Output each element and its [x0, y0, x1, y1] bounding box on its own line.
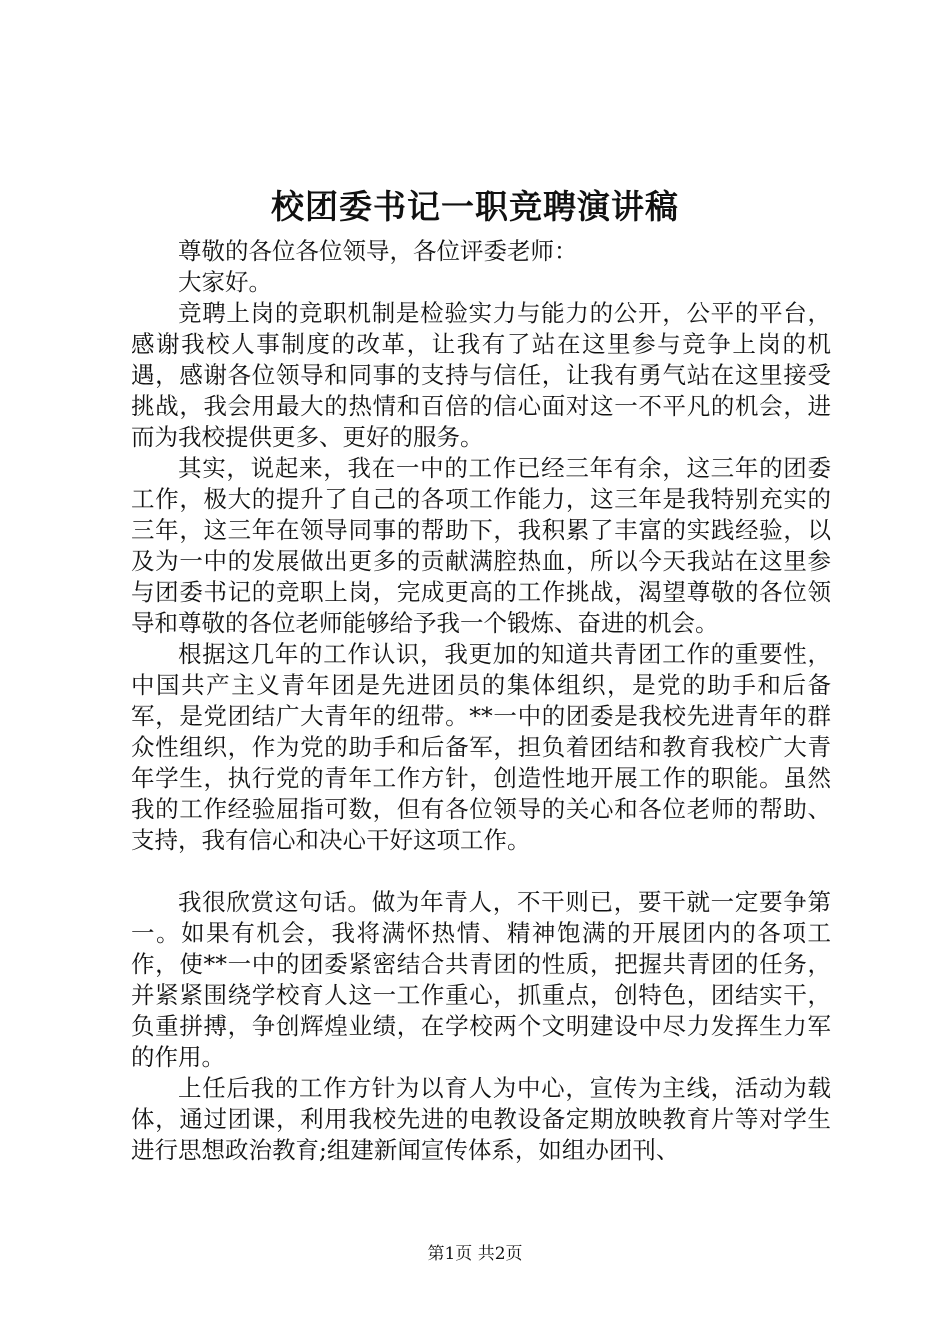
- document-body: [131, 236, 831, 1166]
- paragraph: 我很欣赏这句话。做为年青人，不干则已，要干就一定要争第一。如果有机会，我将满怀热情、精神饱满的开展团内的各项工作，使**一中的团委紧密结合共青团的性质，把握共青团的任务，并紧紧围绕学校育人这一工作重心，抓重点，创特色，团结实干，负重拼搏，争创辉煌业绩，在学校两个文明建设中尽力发挥生力军的作用。: [131, 888, 831, 1071]
- document-title: 校团委书记一职竞聘演讲稿: [271, 187, 679, 226]
- paragraph: 上任后我的工作方针为以育人为中心，宣传为主线，活动为载体，通过团课，利用我校先进的电教设备定期放映教育片等对学生进行思想政治教育;组建新闻宣传体系，如组办团刊、: [131, 1074, 831, 1164]
- paragraph: 根据这几年的工作认识，我更加的知道共青团工作的重要性，中国共产主义青年团是先进团员的集体组织，是党的助手和后备军，是党团结广大青年的纽带。**一中的团委是我校先进青年的群众性组织，作为党的助手和后备军，担负着团结和教育我校广大青年学生，执行党的青年工作方针，创造性地开展工作的职能。虽然我的工作经验屈指可数，但有各位领导的关心和各位老师的帮助、支持，我有信心和决心干好这项工作。: [131, 640, 831, 854]
- paragraph-salutation: 尊敬的各位各位领导，各位评委老师：: [178, 237, 578, 265]
- paragraph: 竞聘上岗的竞职机制是检验实力与能力的公开，公平的平台，感谢我校人事制度的改革，让我有了站在这里参与竞争上岗的机遇，感谢各位领导和同事的支持与信任，让我有勇气站在这里接受挑战，我会用最大的热情和百倍的信心面对这一不平凡的机会，进而为我校提供更多、更好的服务。: [131, 299, 831, 451]
- paragraph: 其实，说起来，我在一中的工作已经三年有余，这三年的团委工作，极大的提升了自己的各项工作能力，这三年是我特别充实的三年，这三年在领导同事的帮助下，我积累了丰富的实践经验，以及为一中的发展做出更多的贡献满腔热血，所以今天我站在这里参与团委书记的竞职上岗，完成更高的工作挑战，渴望尊敬的各位领导和尊敬的各位老师能够给予我一个锻炼、奋进的机会。: [131, 454, 831, 637]
- paragraph-gap: [131, 856, 831, 887]
- paragraph-greeting: 大家好。: [178, 268, 272, 296]
- page-number-footer: 第1页 共2页: [427, 1244, 523, 1264]
